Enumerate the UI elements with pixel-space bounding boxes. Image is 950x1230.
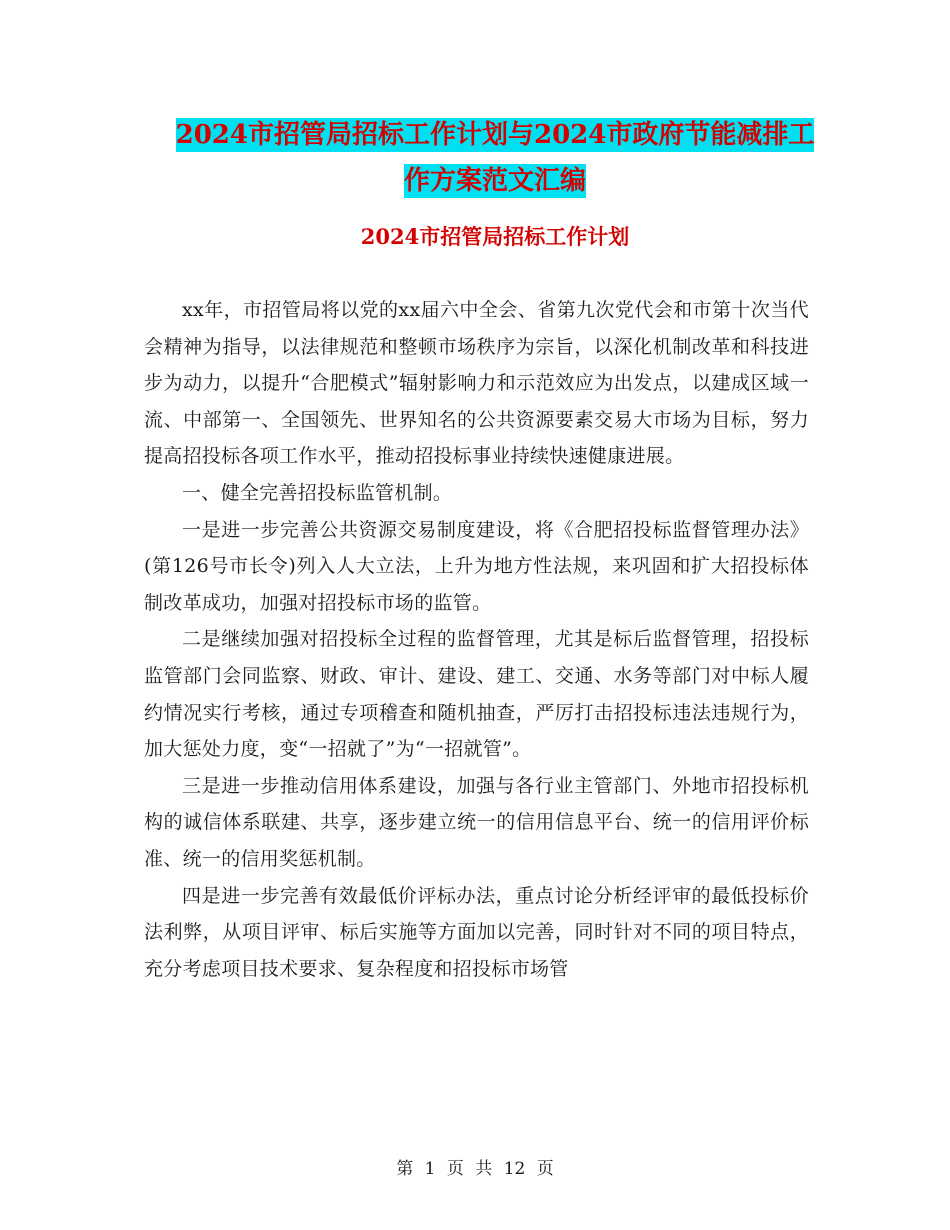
page-footer: 第 1 页 共 12 页	[396, 1159, 554, 1179]
paragraph-heading-1: 一、健全完善招投标监管机制。	[182, 481, 453, 504]
section-title: 2024市招管局招标工作计划	[360, 224, 630, 249]
paragraph-item-1: 一是进一步完善公共资源交易制度建设，将《合肥招投标监督管理办法》(第126号市长令)列入人大立法，上升为地方性法规，来巩固和扩大招投标体制改革成功，加强对招投标市场的监管。	[144, 518, 809, 614]
paragraph-item-3: 三是进一步推动信用体系建设，加强与各行业主管部门、外地市招投标机构的诚信体系联建、共享，逐步建立统一的信用信息平台、统一的信用评价标准、统一的信用奖惩机制。	[144, 774, 809, 870]
document-title-line-1: 2024市招管局招标工作计划与2024市政府节能减排工	[175, 120, 815, 150]
document-title-line-2: 作方案范文汇编	[403, 166, 586, 196]
paragraph-intro: xx年，市招管局将以党的xx届六中全会、省第九次党代会和市第十次当代会精神为指导，以法律规范和整顿市场秩序为宗旨，以深化机制改革和科技进步为动力，以提升“合肥模式”辐射影响力和示范效应为出发点，以建成区域一流、中部第一、全国领先、世界知名的公共资源要素交易大市场为目标，努力提高招投标各项工作水平，推动招投标事业持续快速健康进展。	[144, 299, 809, 468]
document-body	[144, 292, 809, 987]
document-title	[140, 112, 850, 204]
paragraph-item-4: 四是进一步完善有效最低价评标办法，重点讨论分析经评审的最低投标价法利弊，从项目评审、标后实施等方面加以完善，同时针对不同的项目特点，充分考虑项目技术要求、复杂程度和招投标市场管	[144, 884, 809, 980]
paragraph-item-2: 二是继续加强对招投标全过程的监督管理，尤其是标后监督管理，招投标监管部门会同监察、财政、审计、建设、建工、交通、水务等部门对中标人履约情况实行考核，通过专项稽查和随机抽查，严厉打击招投标违法违规行为，加大惩处力度，变“一招就了”为“一招就管”。	[144, 628, 809, 761]
